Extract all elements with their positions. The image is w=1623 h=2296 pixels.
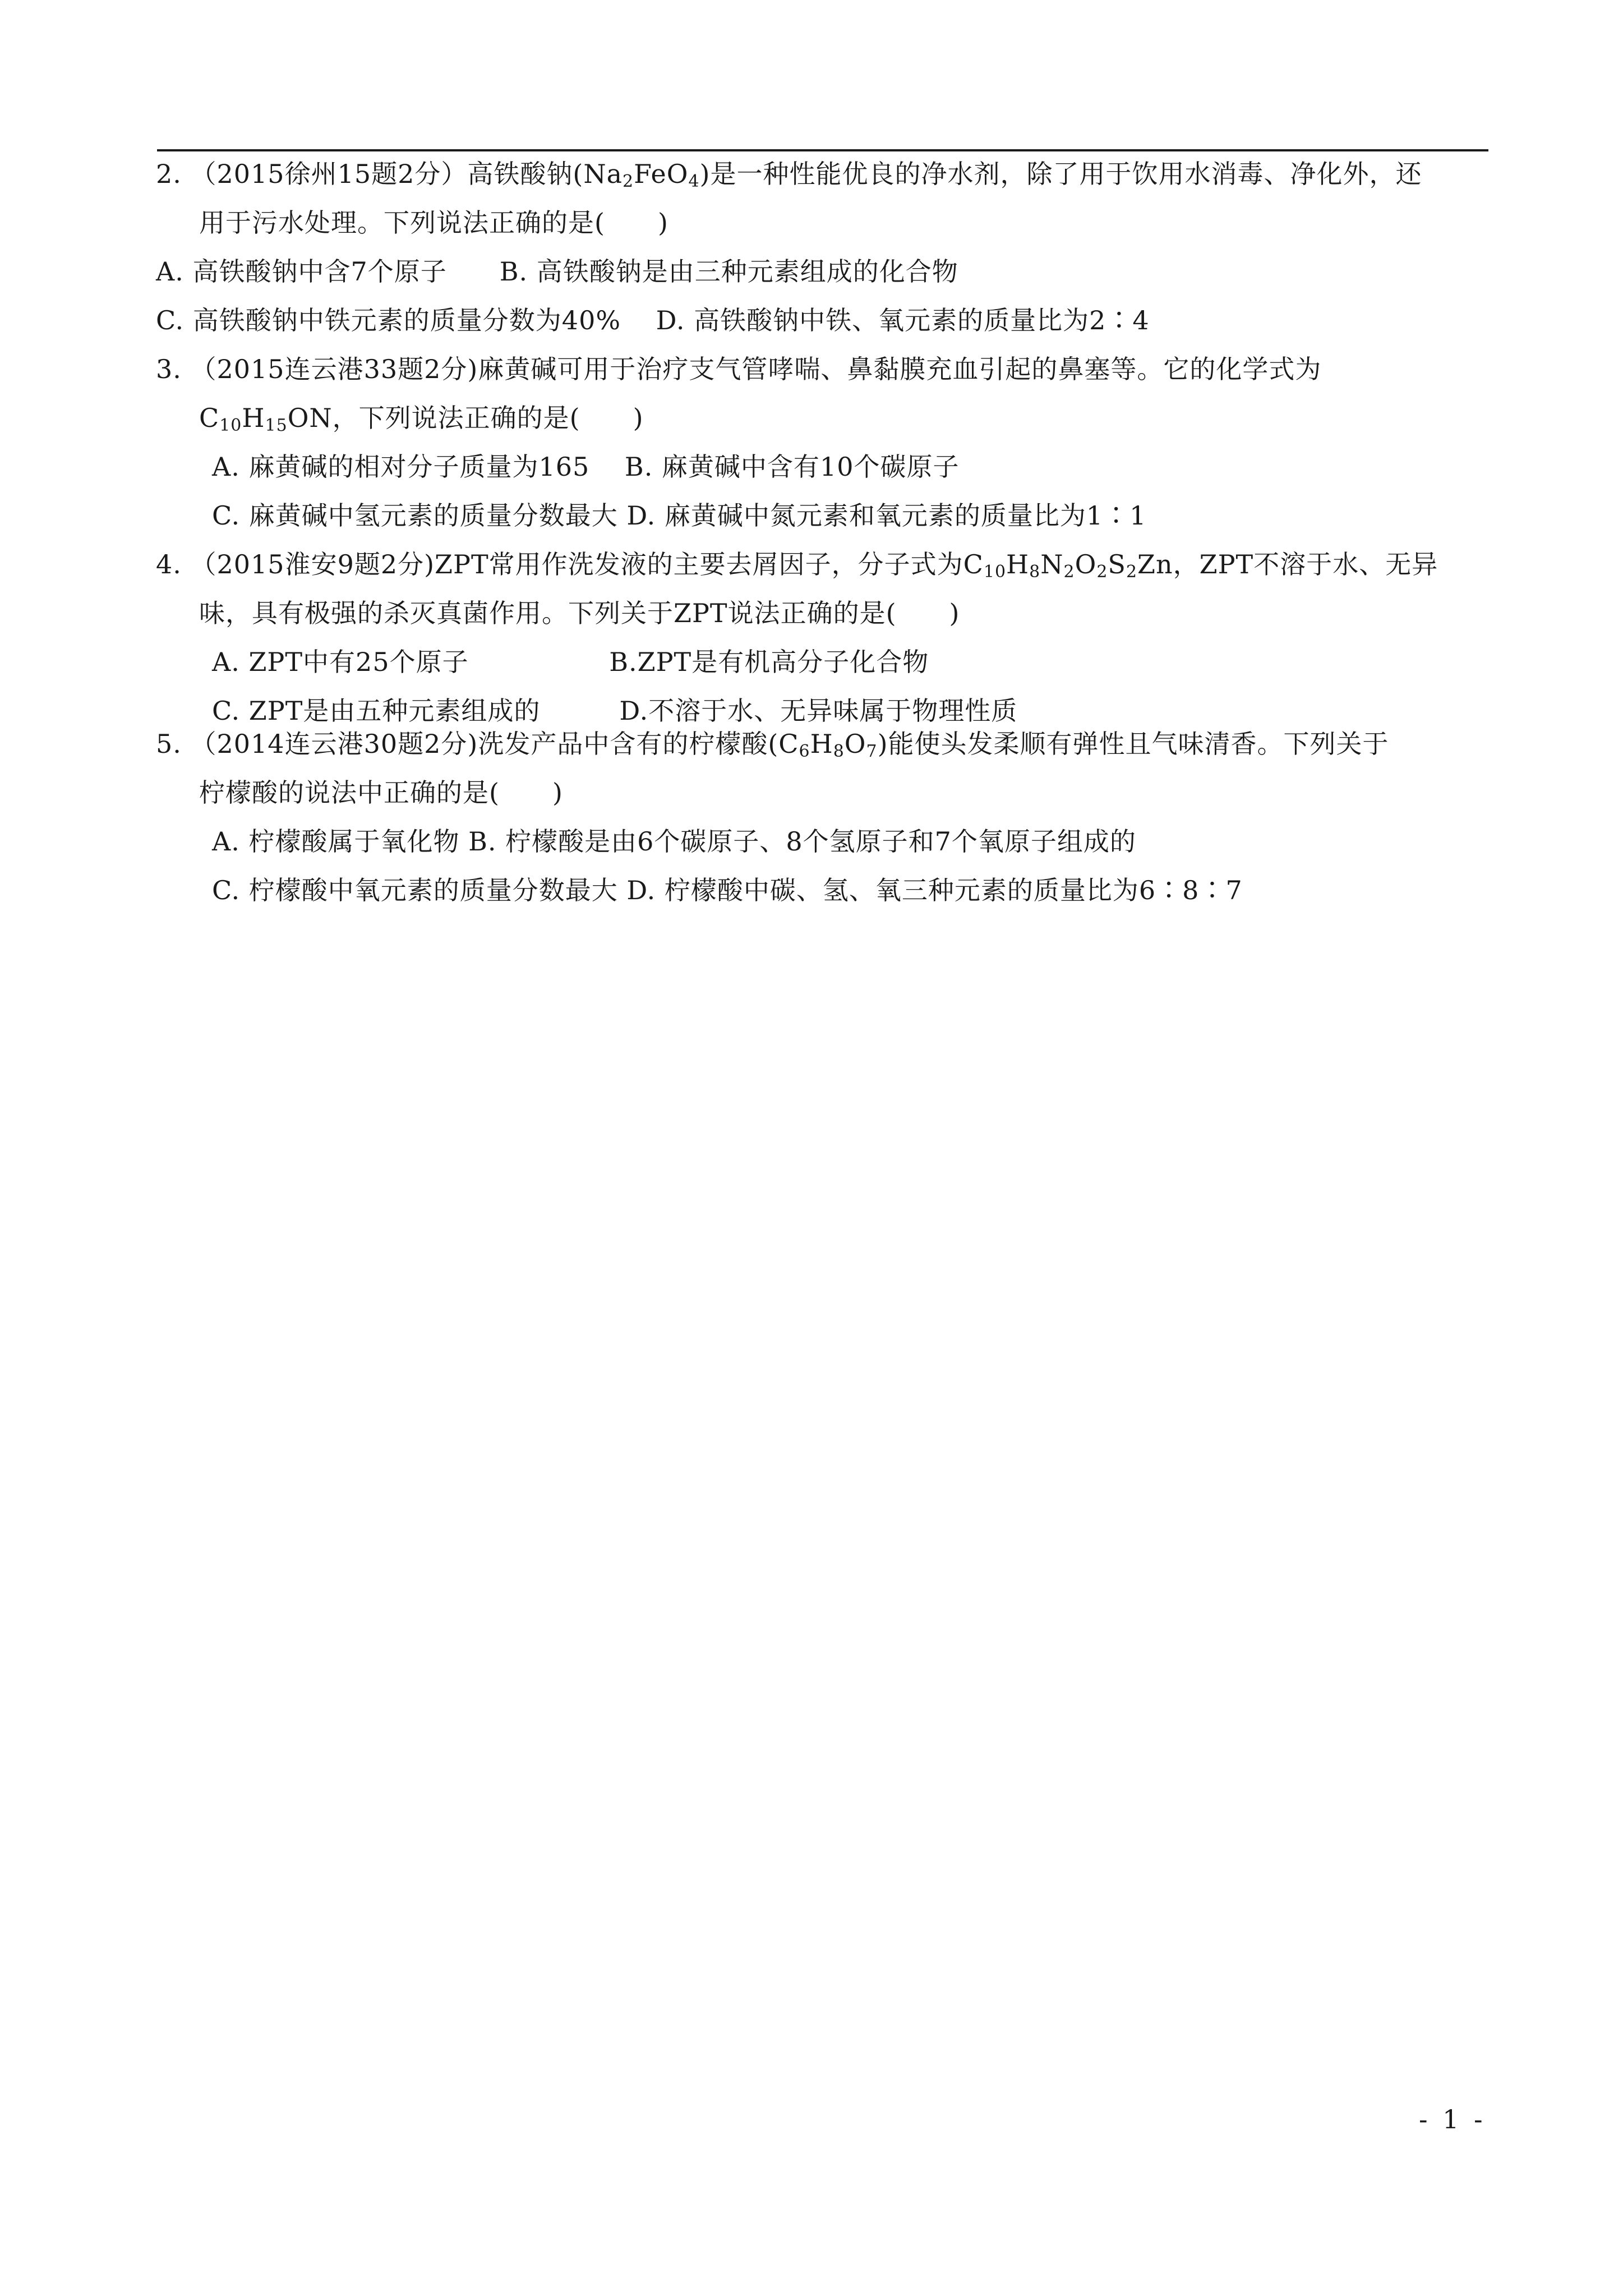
- question-2-stem-line-1: 2. （2015徐州15题2分）高铁酸钠$(Na_2FeO_4)$是一种性能优良的净水剂，除了用于饮用水消毒、净化外，还: [156, 159, 1422, 191]
- question-4-options-cd: C. ZPT是由五种元素组成的 D.不溶于水、无异味属于物理性质: [212, 696, 1018, 726]
- question-3-stem-line-1: 3. （2015连云港33题2分)麻黄碱可用于治疗支气管哮喘、鼻黏膜充血引起的鼻塞等。它的化学式为: [156, 354, 1322, 384]
- page-number: - 1 -: [1419, 2104, 1486, 2134]
- question-5-options-ab: A. 柠檬酸属于氧化物 B. 柠檬酸是由6个碳原子、8个氢原子和7个氧原子组成的: [212, 826, 1136, 857]
- question-4-options-ab: A. ZPT中有25个原子 B.ZPT是有机高分子化合物: [212, 647, 929, 677]
- question-5-stem-line-2: 柠檬酸的说法中正确的是( ): [199, 777, 563, 808]
- question-2-stem-line-2: 用于污水处理。下列说法正确的是( ): [199, 208, 668, 238]
- question-2-options-ab: A. 高铁酸钠中含7个原子 B. 高铁酸钠是由三种元素组成的化合物: [156, 256, 958, 287]
- question-2-options-cd: C. 高铁酸钠中铁元素的质量分数为40% D. 高铁酸钠中铁、氧元素的质量比为2∶4: [156, 305, 1150, 335]
- header-rule: [157, 149, 1488, 151]
- question-5-options-cd: C. 柠檬酸中氧元素的质量分数最大 D. 柠檬酸中碳、氢、氧三种元素的质量比为6∶8∶7: [212, 875, 1243, 905]
- question-3-stem-line-2: $C_{10}H_{15}ON$，下列说法正确的是( ): [199, 403, 644, 435]
- question-3-options-ab: A. 麻黄碱的相对分子质量为165 B. 麻黄碱中含有10个碳原子: [212, 452, 960, 482]
- question-5-stem-line-1: 5. （2014连云港30题2分)洗发产品中含有的柠檬酸$(C_6H_8O_7)$能使头发柔顺有弹性且气味清香。下列关于: [156, 729, 1389, 761]
- question-4-stem-line-1: 4. （2015淮安9题2分)ZPT常用作洗发液的主要去屑因子，分子式为$C_{10}H_8N_2O_2S_2Zn$，ZPT不溶于水、无异: [156, 549, 1438, 582]
- question-3-options-cd: C. 麻黄碱中氢元素的质量分数最大 D. 麻黄碱中氮元素和氧元素的质量比为1∶1: [212, 500, 1147, 531]
- question-4-stem-line-2: 味，具有极强的杀灭真菌作用。下列关于ZPT说法正确的是( ): [199, 598, 960, 628]
